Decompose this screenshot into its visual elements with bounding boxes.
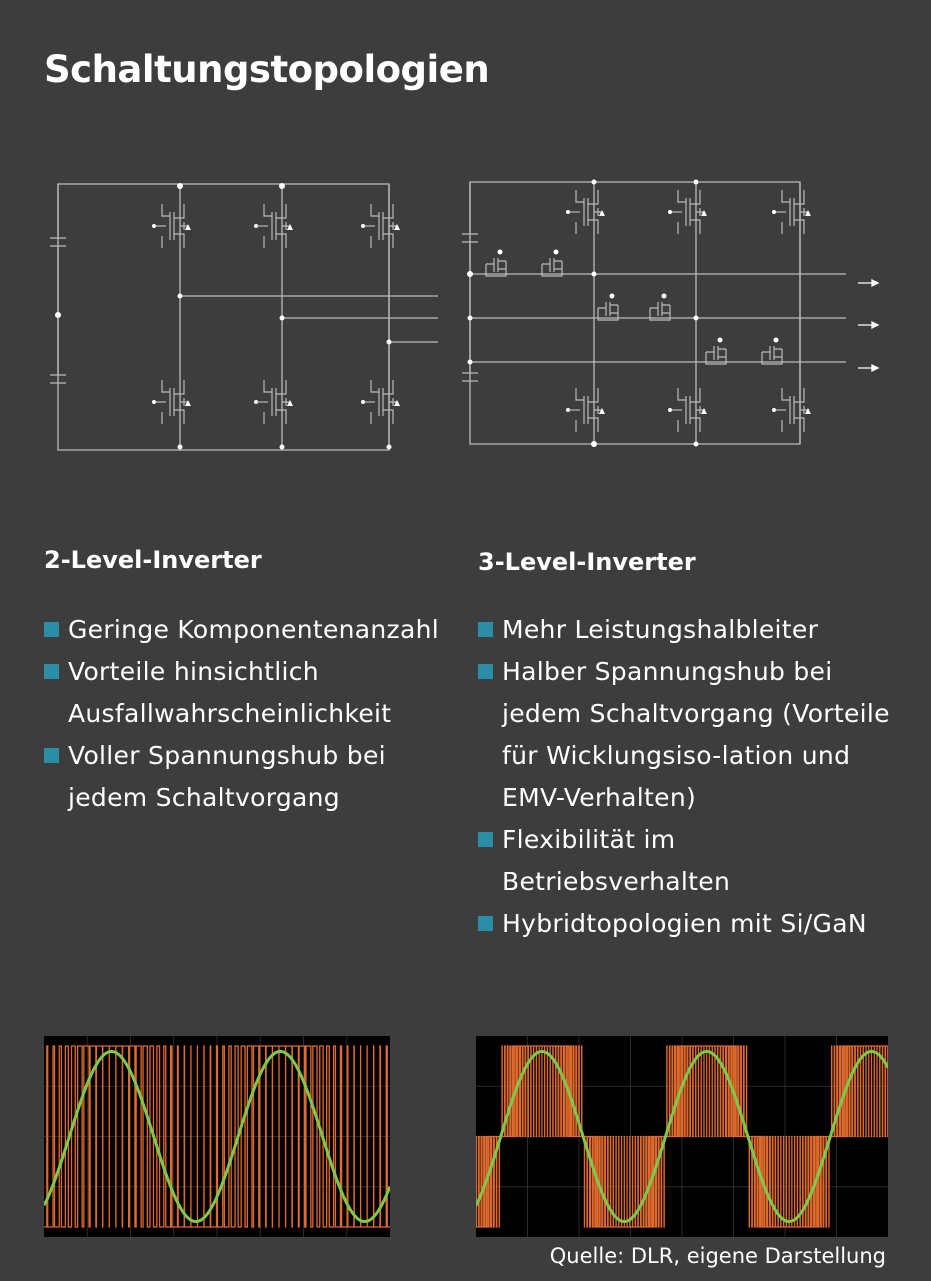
three-level-clamp-switch-5 [762,338,782,365]
list-item: Vorteile hinsichtlich Ausfallwahrscheinlichkeit [44,651,459,735]
three-level-clamp-switch-1 [542,250,562,277]
bullet-square-icon [44,664,59,679]
three-level-heading: 3-Level-Inverter [478,548,696,576]
bullet-square-icon [44,622,59,637]
source-caption: Quelle: DLR, eigene Darstellung [549,1244,886,1268]
bullet-square-icon [478,622,493,637]
list-item: Hybridtopologien mit Si/GaN [478,903,908,945]
two-level-heading: 2-Level-Inverter [44,546,262,574]
two-level-switch-3 [152,380,191,424]
three-level-switch-3 [566,388,605,432]
bullet-square-icon [478,832,493,847]
two-level-switch-5 [361,380,400,424]
three-level-clamp-switch-3 [650,294,670,321]
three-level-switch-4 [668,388,707,432]
two-level-circuit-diagram [40,170,450,460]
three-level-switch-2 [772,190,811,234]
three-level-circuit-diagram [458,170,898,460]
list-item: Voller Spannungshub bei jedem Schaltvorgang [44,735,459,819]
three-level-clamp-switch-2 [598,294,618,321]
two-level-bullet-list [44,609,459,819]
three-level-waveform-chart [476,1036,888,1237]
list-item: Flexibilität im Betriebsverhalten [478,819,908,903]
three-level-clamp-switch-4 [706,338,726,365]
three-level-clamp-switch-0 [486,250,506,277]
bullet-square-icon [478,664,493,679]
three-level-switch-1 [668,190,707,234]
list-item: Halber Spannungshub bei jedem Schaltvorgang (Vorteile für Wicklungsiso-lation und EMV-Verhalten) [478,651,908,819]
three-level-switch-5 [772,388,811,432]
two-level-switch-0 [152,204,191,248]
page-title: Schaltungstopologien [44,48,490,91]
bullet-square-icon [44,748,59,763]
two-level-waveform-chart [44,1036,390,1237]
two-level-switch-4 [254,380,293,424]
list-item: Geringe Komponentenanzahl [44,609,459,651]
bullet-square-icon [478,916,493,931]
list-item: Mehr Leistungshalbleiter [478,609,908,651]
three-level-bullet-list [478,609,908,945]
two-level-switch-2 [361,204,400,248]
three-level-switch-0 [566,190,605,234]
two-level-switch-1 [254,204,293,248]
